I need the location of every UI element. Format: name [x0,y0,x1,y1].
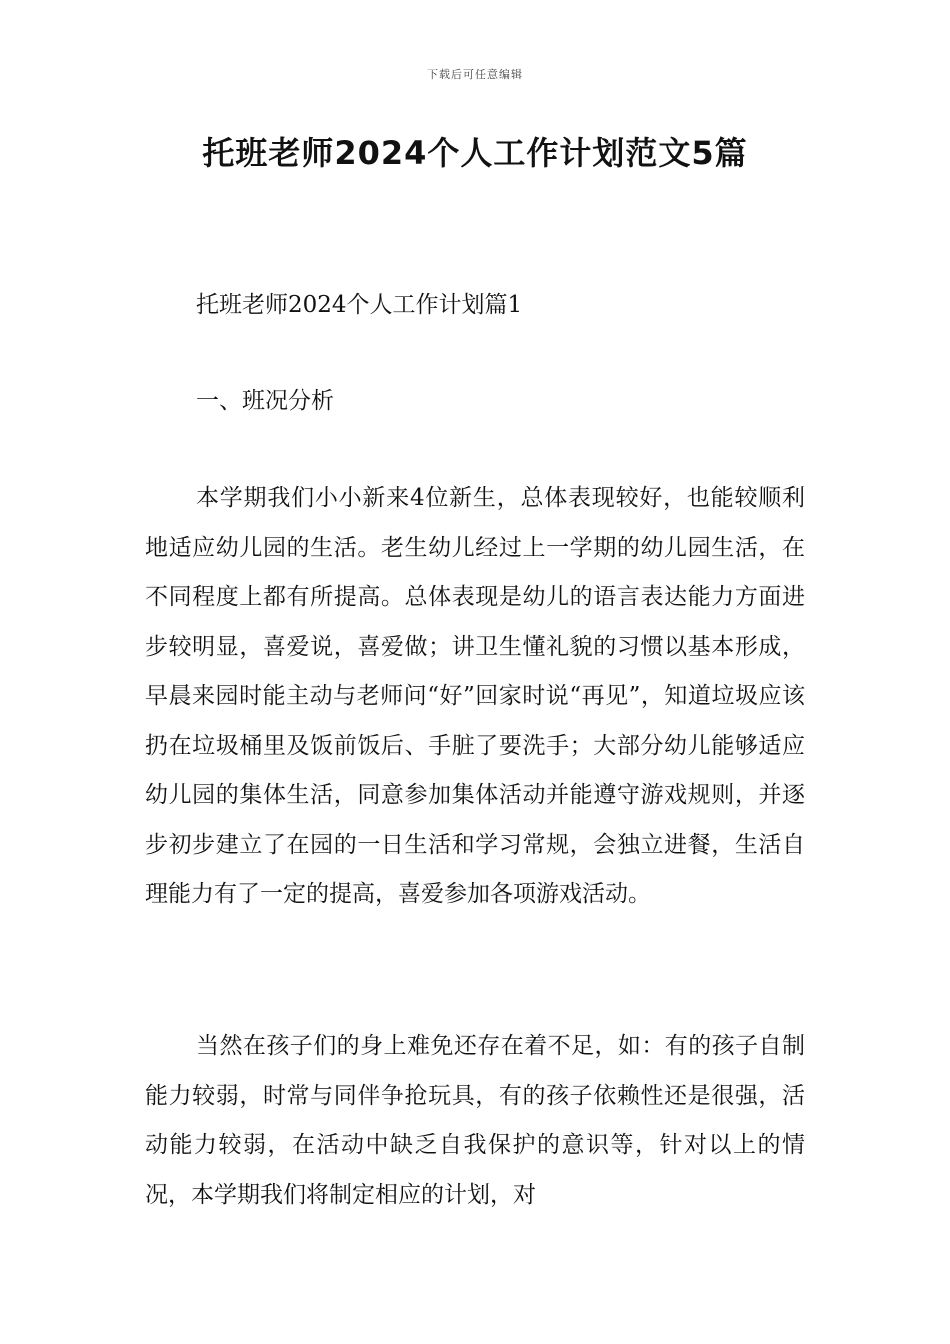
document-title: 托班老师2024个人工作计划范文5篇 [202,134,748,172]
body-paragraph: 本学期我们小小新来4位新生，总体表现较好，也能较顺利地适应幼儿园的生活。老生幼儿经过上一学期的幼儿园生活，在不同程度上都有所提高。总体表现是幼儿的语言表达能力方面进步较明显，喜爱说，喜爱做；讲卫生懂礼貌的习惯以基本形成，早晨来园时能主动与老师问“好”回家时说“再见”，知道垃圾应该扔在垃圾桶里及饭前饭后、手脏了要洗手；大部分幼儿能够适应幼儿园的集体生活，同意参加集体活动并能遵守游戏规则，并逐步初步建立了在园的一日生活和学习常规，会独立进餐，生活自理能力有了一定的提高，喜爱参加各项游戏活动。 [145,485,805,907]
subsection-heading: 一、班况分析 [196,388,334,414]
header-note: 下载后可任意编辑 [427,68,523,81]
section-heading: 托班老师2024个人工作计划篇1 [196,292,523,318]
body-paragraph: 当然在孩子们的身上难免还存在着不足，如：有的孩子自制能力较弱，时常与同伴争抢玩具，有的孩子依赖性还是很强，活动能力较弱，在活动中缺乏自我保护的意识等，针对以上的情况，本学期我们将制定相应的计划，对 [145,1033,805,1208]
